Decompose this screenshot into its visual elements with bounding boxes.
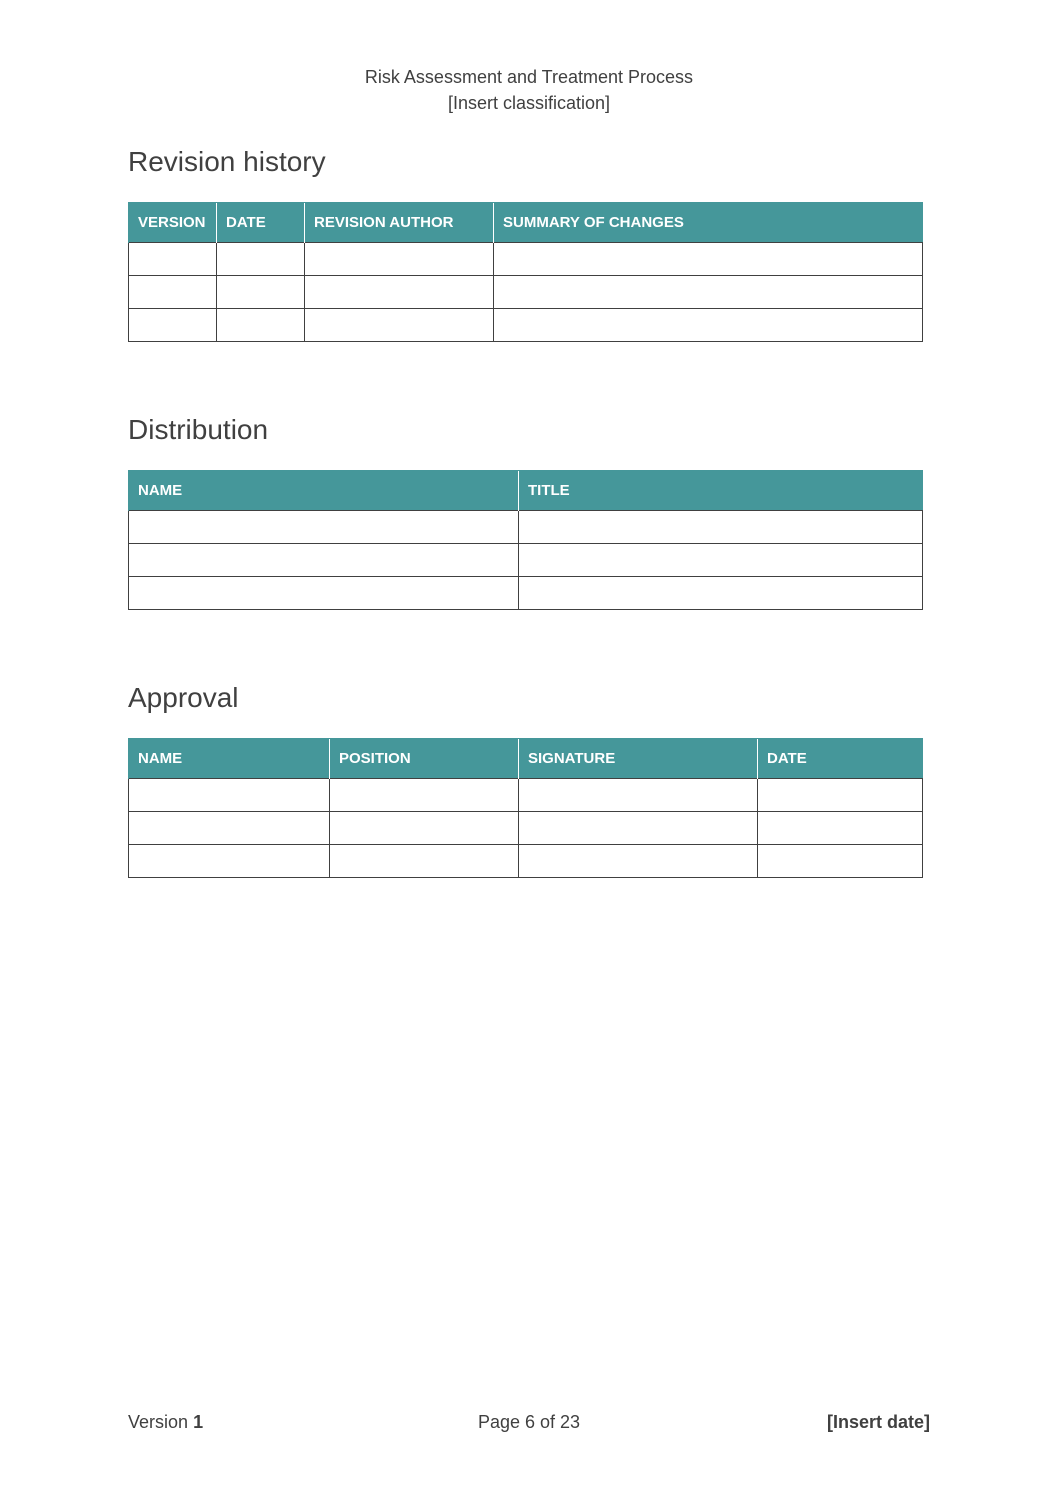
document-classification: [Insert classification] <box>447 93 611 113</box>
table-cell[interactable] <box>330 812 519 845</box>
table-cell[interactable] <box>494 276 923 309</box>
table-cell[interactable] <box>494 243 923 276</box>
table-cell[interactable] <box>519 779 758 812</box>
table-cell[interactable] <box>305 243 494 276</box>
table-cell[interactable] <box>519 577 923 610</box>
table-cell[interactable] <box>217 309 305 342</box>
document-title: Risk Assessment and Treatment Process <box>364 67 694 87</box>
column-header-position: POSITION <box>330 739 519 779</box>
revision-history-heading: Revision history <box>128 146 326 177</box>
approval-heading: Approval <box>128 682 239 713</box>
table-cell[interactable] <box>330 779 519 812</box>
table-header-row <box>129 203 923 243</box>
table-header-row <box>129 471 923 511</box>
table-row <box>129 511 923 544</box>
table-cell[interactable] <box>758 779 923 812</box>
distribution-heading: Distribution <box>128 414 269 445</box>
footer-date: [Insert date] <box>826 1412 930 1432</box>
table-cell[interactable] <box>129 309 217 342</box>
table-row <box>129 243 923 276</box>
table-cell[interactable] <box>129 276 217 309</box>
table-cell[interactable] <box>758 845 923 878</box>
table-row <box>129 309 923 342</box>
column-header-date: DATE <box>217 203 305 243</box>
distribution-table <box>128 470 923 610</box>
footer-version-label: Version <box>128 1412 189 1432</box>
table-cell[interactable] <box>129 812 330 845</box>
approval-table <box>128 738 923 878</box>
revision-history-table <box>128 202 923 342</box>
table-row <box>129 276 923 309</box>
column-header-name: NAME <box>129 471 519 511</box>
table-row <box>129 577 923 610</box>
column-header-revision-author: REVISION AUTHOR <box>305 203 494 243</box>
table-row <box>129 845 923 878</box>
table-cell[interactable] <box>330 845 519 878</box>
table-row <box>129 779 923 812</box>
column-header-name: NAME <box>129 739 330 779</box>
column-header-summary-of-changes: SUMMARY OF CHANGES <box>494 203 923 243</box>
column-header-date: DATE <box>758 739 923 779</box>
table-cell[interactable] <box>129 577 519 610</box>
table-cell[interactable] <box>129 511 519 544</box>
table-header-row <box>129 739 923 779</box>
table-cell[interactable] <box>129 544 519 577</box>
table-cell[interactable] <box>305 276 494 309</box>
table-cell[interactable] <box>519 845 758 878</box>
column-header-signature: SIGNATURE <box>519 739 758 779</box>
table-cell[interactable] <box>129 243 217 276</box>
column-header-version: VERSION <box>129 203 217 243</box>
table-row <box>129 544 923 577</box>
table-cell[interactable] <box>494 309 923 342</box>
table-cell[interactable] <box>519 544 923 577</box>
footer-version-number: 1 <box>193 1412 204 1432</box>
table-cell[interactable] <box>217 243 305 276</box>
table-cell[interactable] <box>217 276 305 309</box>
column-header-title: TITLE <box>519 471 923 511</box>
table-cell[interactable] <box>129 779 330 812</box>
footer-page-number: Page 6 of 23 <box>477 1412 581 1432</box>
table-cell[interactable] <box>519 812 758 845</box>
table-cell[interactable] <box>519 511 923 544</box>
table-cell[interactable] <box>129 845 330 878</box>
table-row <box>129 812 923 845</box>
document-header <box>0 64 1058 116</box>
table-cell[interactable] <box>758 812 923 845</box>
table-cell[interactable] <box>305 309 494 342</box>
